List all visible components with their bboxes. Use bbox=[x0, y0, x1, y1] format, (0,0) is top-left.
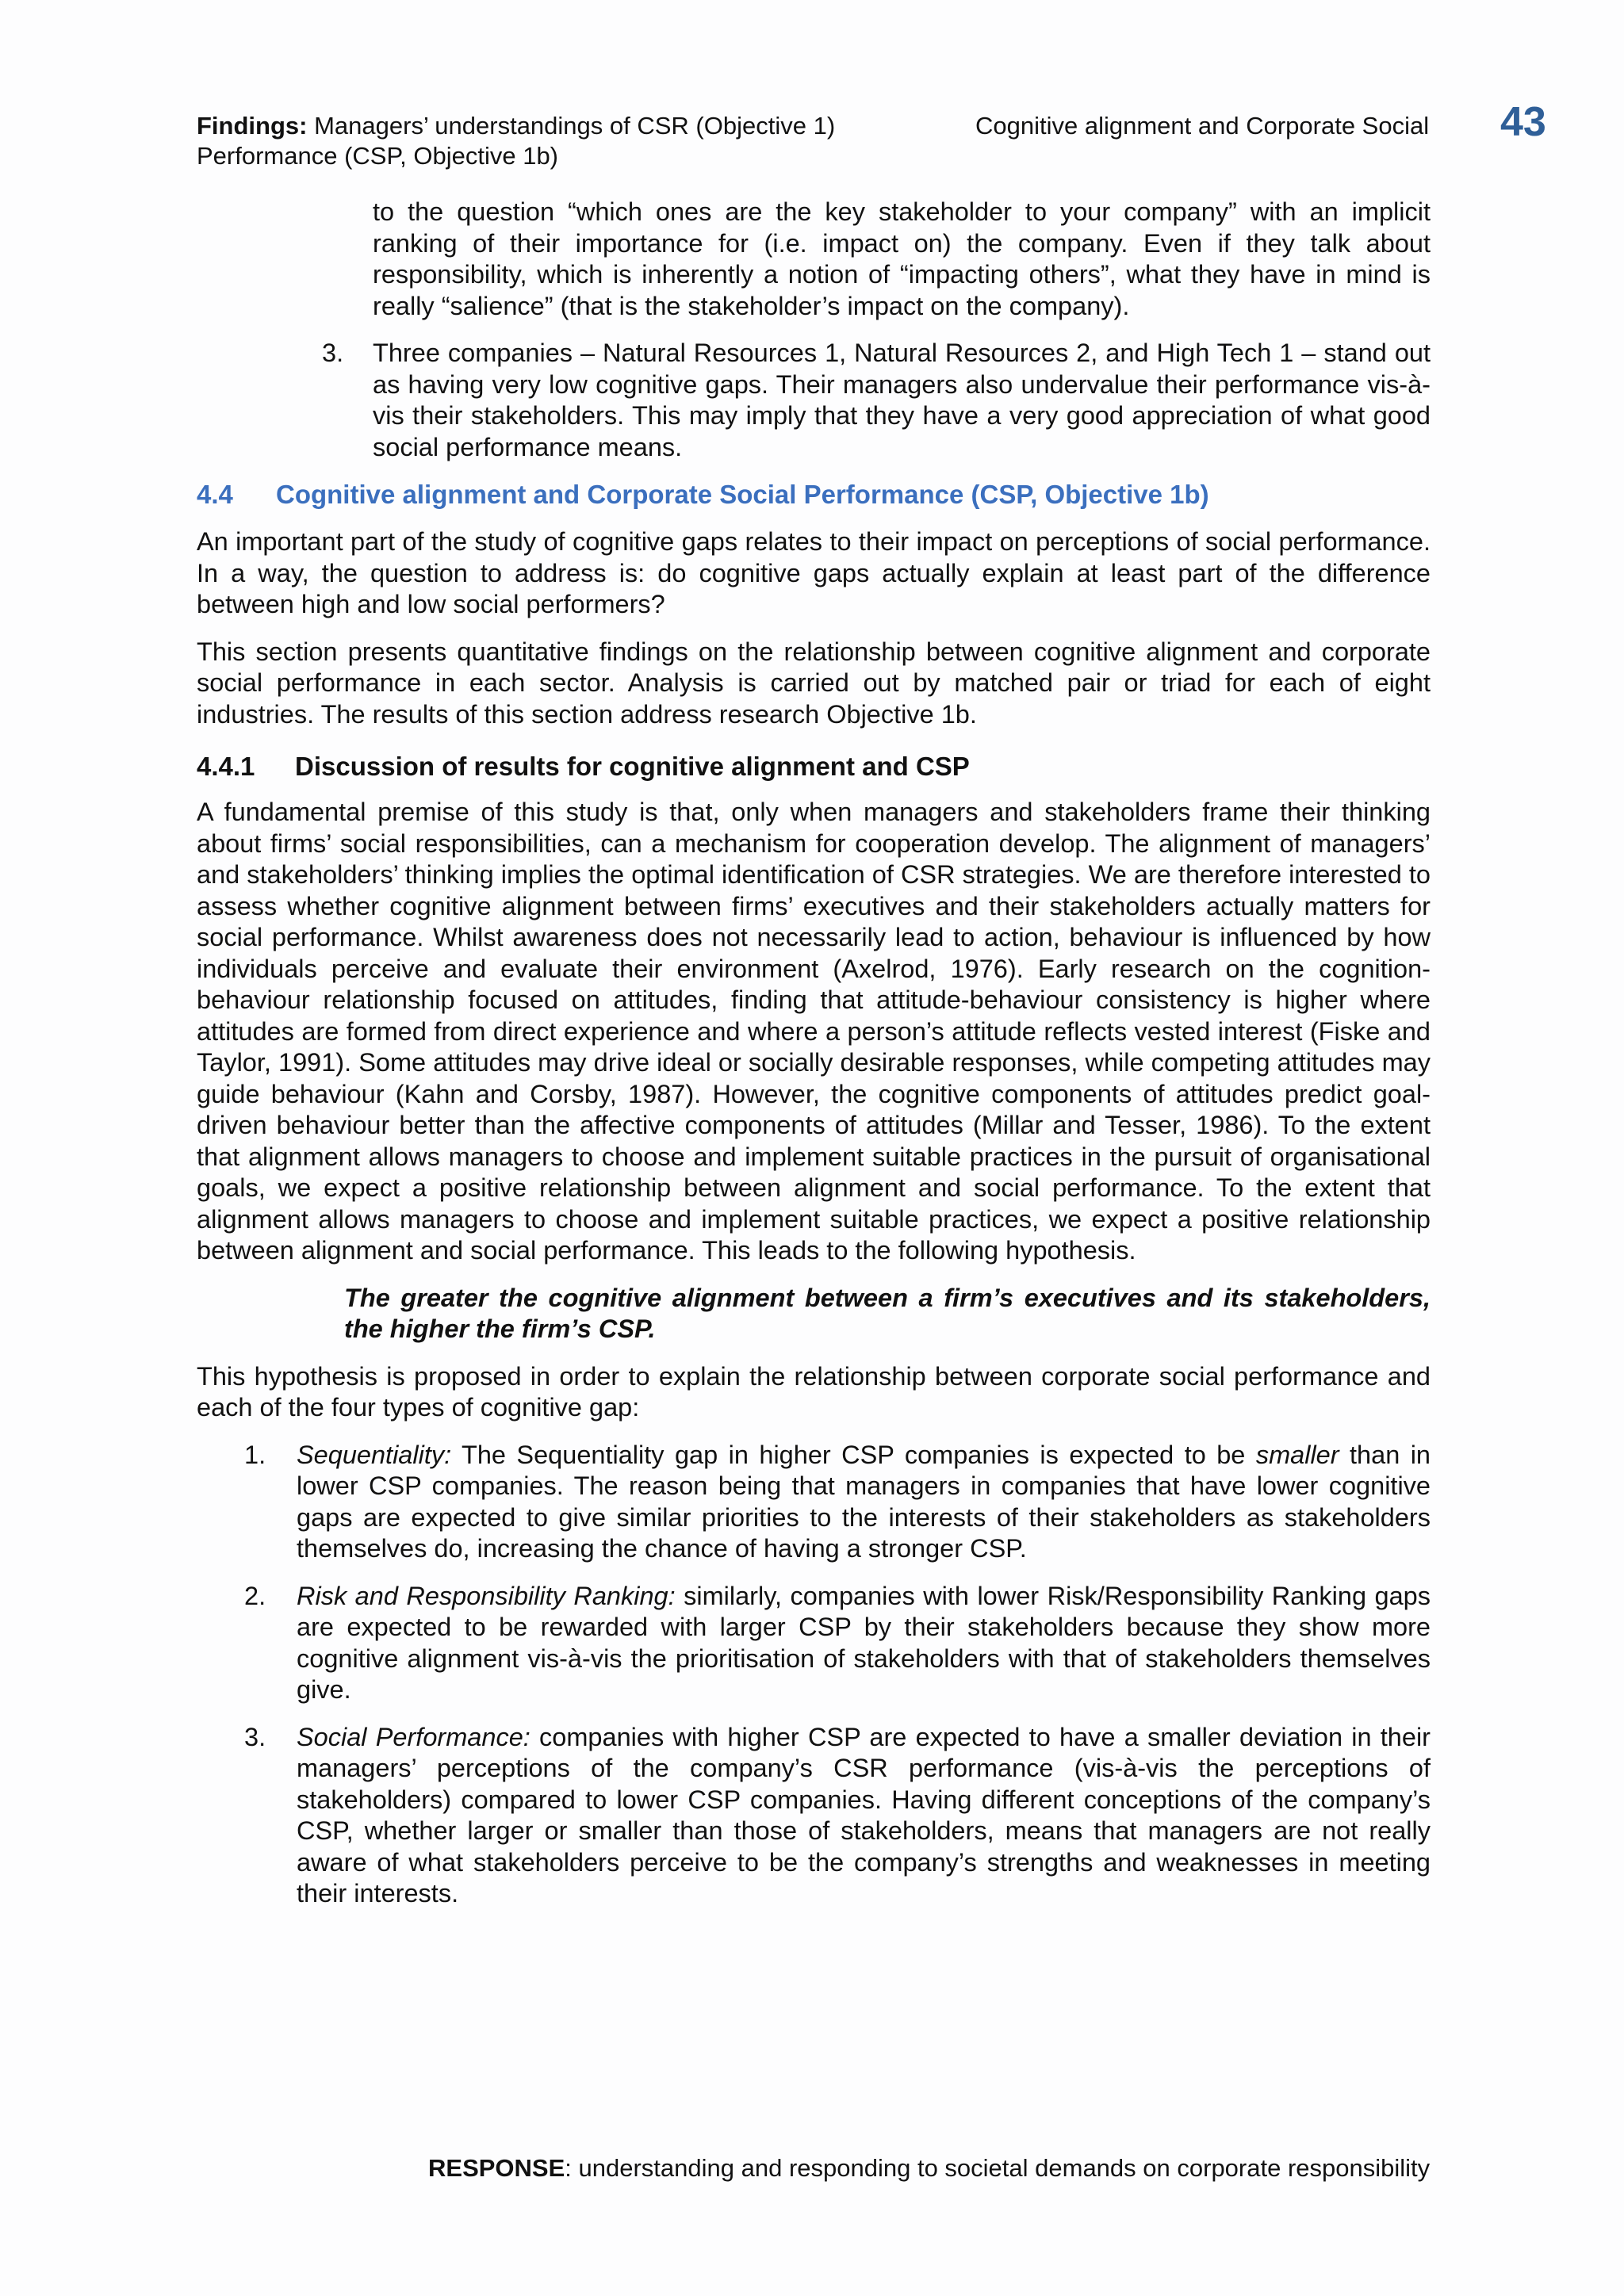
list-item-text bbox=[297, 1722, 1431, 1910]
list-item-text bbox=[297, 1440, 1431, 1565]
list-item-body: companies with higher CSP are expected to have a smaller deviation in their managers’ perceptions of the company’s CSR performance (vis-à-vis the perceptions of stakeholders) compared to lower CSP companies. Having different conceptions of the company’s CSP, whether larger or smaller than those of stakeholders, means that managers are not really aware of what stakeholders perceive to be the company’s strengths and weaknesses in meeting their interests. bbox=[297, 1722, 1431, 1908]
footer-bold: RESPONSE bbox=[428, 2154, 565, 2182]
page-number: 43 bbox=[1500, 99, 1546, 145]
main-body bbox=[197, 197, 1431, 1926]
running-header-left bbox=[197, 111, 894, 171]
list-item bbox=[197, 338, 1431, 463]
list-item-text: Three companies – Natural Resources 1, Natural Resources 2, and High Tech 1 – stand out as having very low cognitive gaps. Their managers also undervalue their performance vis-à-vis their stakeholders. This may imply that they have a very good appreciation of what good social performance means. bbox=[373, 339, 1431, 461]
section-title: Cognitive alignment and Corporate Social Performance (CSP, Objective 1b) bbox=[276, 480, 1209, 509]
list-item-label: Social Performance: bbox=[297, 1722, 530, 1751]
list-item-body: similarly, companies with lower Risk/Responsibility Ranking gaps are expected to be rewarded with larger CSP by their stakeholders because they show more cognitive alignment vis-à-vis the prioritisation of stakeholders with that of stakeholders themselves give. bbox=[297, 1581, 1431, 1704]
list-item bbox=[197, 1722, 1431, 1910]
list-item-body: The Sequentiality gap in higher CSP companies is expected to be bbox=[451, 1440, 1256, 1469]
subsection-title: Discussion of results for cognitive alignment and CSP bbox=[295, 752, 970, 781]
header-bold-label: Findings: bbox=[197, 112, 308, 140]
emphasis: smaller bbox=[1255, 1440, 1339, 1469]
paragraph: A fundamental premise of this study is that, only when managers and stakeholders frame their thinking about firms’ social responsibilities, can a mechanism for cooperation develop. The alignment of managers’ and stakeholders’ thinking implies the optimal identification of CSR strategies. We are therefore interested to assess whether cognitive alignment between firms’ executives and their stakeholders actually matters for social performance. Whilst awareness does not necessarily lead to action, behaviour is influenced by how individuals perceive and evaluate their environment (Axelrod, 1976). Early research on the cognition-behaviour relationship focused on attitudes, finding that attitude-behaviour consistency is higher where attitudes are formed from direct experience and where a person’s attitude reflects vested interest (Fiske and Taylor, 1991). Some attitudes may drive ideal or socially desirable responses, while competing attitudes may guide behaviour (Kahn and Corsby, 1987). However, the cognitive components of attitudes predict goal-driven behaviour better than the affective components of attitudes (Millar and Tesser, 1986). To the extent that alignment allows managers to choose and implement suitable practices in the pursuit of organisational goals, we expect a positive relationship between alignment and social performance. To the extent that alignment allows managers to choose and implement suitable practices, we expect a positive relationship between alignment and social performance. This leads to the following hypothesis. bbox=[197, 798, 1431, 1265]
list-item-label: Sequentiality: bbox=[297, 1440, 452, 1469]
hypothesis-statement: The greater the cognitive alignment between a firm’s executives and its stakeholders, the higher the firm’s CSP. bbox=[344, 1283, 1431, 1343]
list-item-text bbox=[297, 1581, 1431, 1706]
subsection-number: 4.4.1 bbox=[197, 752, 255, 781]
header-left-text: Managers’ understandings of CSR (Objective 1) Performance (CSP, Objective 1b) bbox=[197, 112, 836, 170]
paragraph: An important part of the study of cognitive gaps relates to their impact on perceptions of social performance. In a way, the question to address is: do cognitive gaps actually explain at least part of the difference between high and low social performers? bbox=[197, 527, 1431, 618]
subsection-heading bbox=[197, 751, 1431, 783]
list-item-label: Risk and Responsibility Ranking: bbox=[297, 1581, 676, 1610]
list-number: 1. bbox=[244, 1440, 266, 1469]
list-number: 3. bbox=[244, 1722, 266, 1751]
page-footer bbox=[428, 2154, 1430, 2183]
continued-list-paragraph: to the question “which ones are the key stakeholder to your company” with an implicit ranking of their importance for (i.e. impact on) the company. Even if they talk about responsibility, which is inherently a notion of “impacting others”, what they have in mind is really “salience” (that is the stakeholder’s impact on the company). bbox=[373, 197, 1431, 320]
section-heading bbox=[197, 479, 1431, 511]
list-number: 3. bbox=[322, 339, 344, 367]
paragraph: This section presents quantitative findings on the relationship between cognitive alignment and corporate social performance in each sector. Analysis is carried out by matched pair or triad for each of eight industries. The results of this section address research Objective 1b. bbox=[197, 637, 1431, 729]
footer-text: : understanding and responding to societal demands on corporate responsibility bbox=[565, 2154, 1431, 2182]
list-item bbox=[197, 1440, 1431, 1565]
section-number: 4.4 bbox=[197, 480, 233, 509]
list-item-body: than in lower CSP companies. The reason being that managers in companies that have lower cognitive gaps are expected to give similar priorities to the interests of their stakeholders as stakeholders themselves do, increasing the chance of having a stronger CSP. bbox=[297, 1440, 1431, 1563]
list-number: 2. bbox=[244, 1581, 266, 1610]
running-header-right: Cognitive alignment and Corporate Social bbox=[975, 112, 1430, 140]
paragraph: This hypothesis is proposed in order to explain the relationship between corporate social performance and each of the four types of cognitive gap: bbox=[197, 1361, 1431, 1422]
list-item bbox=[197, 1581, 1431, 1706]
